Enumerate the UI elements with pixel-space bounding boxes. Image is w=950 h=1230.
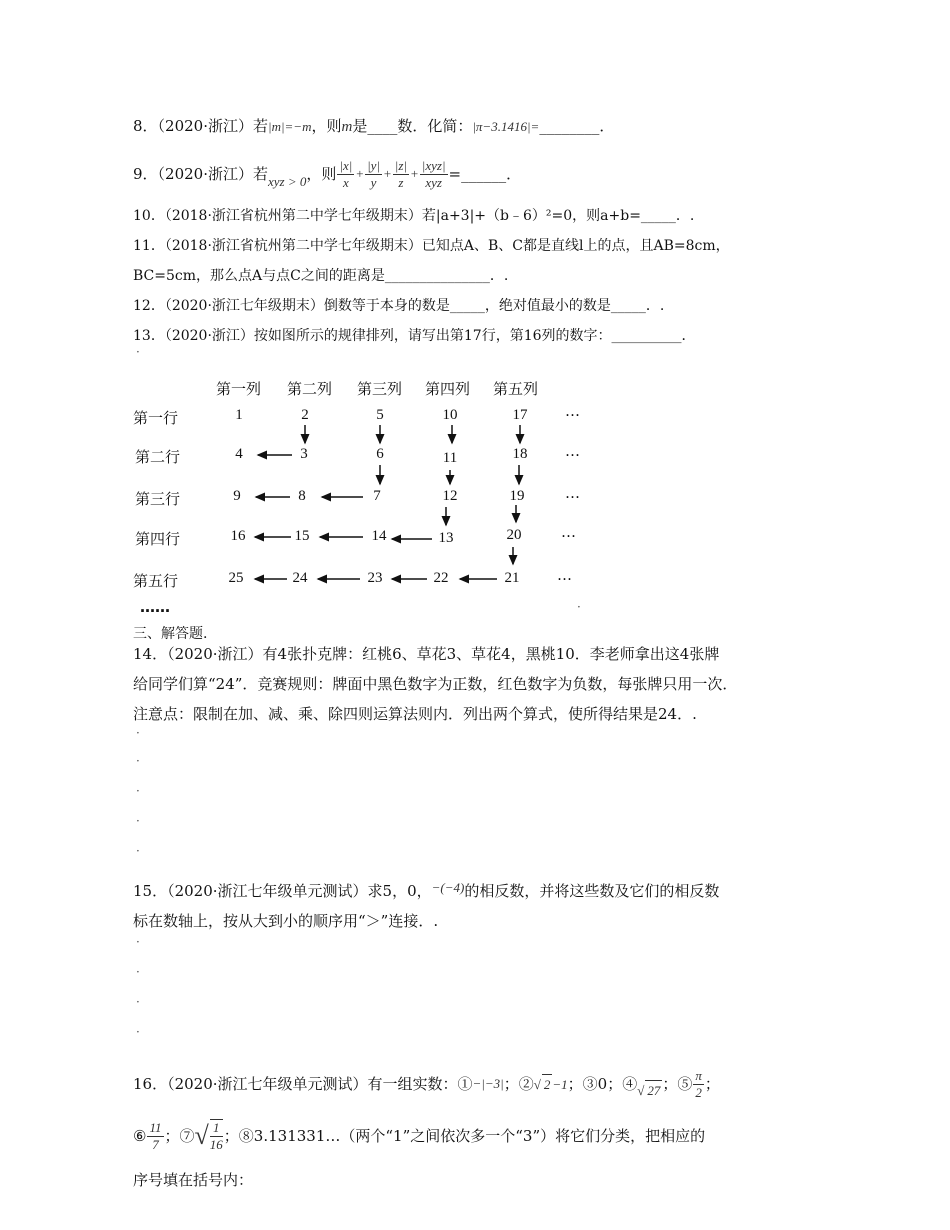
grid-number: 17	[512, 407, 528, 423]
grid-number: 25	[228, 570, 244, 586]
grid-number: 8	[298, 488, 306, 504]
math-sqrt-expression: √ 2 −1	[534, 1074, 568, 1095]
question-14-line2: 给同学们算“24”．竞赛规则：牌面中黑色数字为正数，红色数字为负数，每张牌只用一次．	[133, 675, 738, 693]
math-condition: |m|=−m	[268, 119, 312, 134]
dot-marker: ·	[577, 600, 581, 614]
section-heading: 三、解答题.	[133, 626, 208, 642]
ellipsis: …	[561, 523, 576, 541]
question-14-line3: 注意点：限制在加、减、乘、除四则运算法则内．列出两个算式，使所得结果是24．.	[133, 705, 697, 723]
question-16-line3: 序号填在括号内：	[133, 1171, 254, 1189]
question-9: 9．（2020·浙江）若 xyz > 0 ，则 $\frac{|x|}{x}$ + $\frac{|y|}{y}$ + $\frac{|z|}{z}$ + $\frac{\text{|xyz|}}{\text{xyz}}$ =______．	[133, 154, 521, 194]
dot-marker: ·	[136, 784, 140, 798]
ellipsis: …	[565, 402, 580, 420]
grid-number: 20	[506, 527, 522, 543]
dot-marker: ·	[136, 814, 140, 828]
grid-number: 4	[235, 446, 243, 462]
grid-number: 13	[438, 530, 454, 546]
grid-number: 21	[504, 570, 520, 586]
fraction-11-over-7: $\frac{11}{7}$	[149, 1119, 162, 1152]
dot-marker: ·	[136, 345, 140, 359]
math-sqrt-expression: √ 27	[637, 1080, 662, 1101]
more-rows-ellipsis: ……	[140, 598, 170, 616]
question-12: 12．（2020·浙江七年级期末）倒数等于本身的数是_____，绝对值最小的数是_____．.	[133, 298, 665, 314]
question-15-line2: 标在数轴上，按从大到小的顺序用“＞”连接．.	[133, 912, 439, 930]
col-header-4: 第四列	[425, 380, 471, 398]
row-header-2: 第二行	[135, 448, 181, 466]
grid-number: 15	[294, 528, 310, 544]
dot-marker: ·	[136, 1025, 140, 1039]
col-header-5: 第五列	[493, 380, 539, 398]
row-header-1: 第一行	[133, 409, 179, 427]
question-8: 8．（2020·浙江）若|m|=−m，则m是____数．化简：|π−3.1416|=________．	[133, 117, 615, 135]
question-16-line2: ⑥ $\frac{11}{7}$ ；⑦ √ $\frac{1}{16}$ ；⑧3.131331…（两个“1”之间依次多一个“3”）将它们分类，把相应的	[133, 1119, 706, 1152]
grid-number: 2	[301, 407, 309, 423]
dot-marker: ·	[136, 726, 140, 740]
grid-number: 1	[235, 407, 243, 423]
ellipsis: …	[565, 484, 580, 502]
fraction-xyz: $\frac{\text{|xyz|}}{\text{xyz}}$	[421, 157, 446, 190]
ellipsis: …	[565, 442, 580, 460]
grid-number: 10	[442, 407, 458, 423]
grid-number: 22	[433, 570, 449, 586]
dot-marker: ·	[136, 995, 140, 1009]
grid-number: 23	[367, 570, 383, 586]
grid-number: 16	[230, 528, 246, 544]
dot-marker: ·	[136, 935, 140, 949]
grid-number: 24	[292, 570, 308, 586]
col-header-1: 第一列	[216, 380, 262, 398]
row-header-5: 第五行	[133, 572, 179, 590]
question-16-line1: 16．（2020·浙江七年级单元测试）有一组实数：① −|−3| ；② √ 2 −1 ；③0；④ √ 27 ；⑤ $\frac{\pi}{2}$ ；	[133, 1067, 720, 1100]
grid-number: 11	[442, 450, 458, 466]
grid-number: 19	[509, 488, 525, 504]
grid-number: 14	[371, 528, 387, 544]
dot-marker: ·	[136, 754, 140, 768]
dot-marker: ·	[136, 844, 140, 858]
question-10: 10．（2018·浙江省杭州第二中学七年级期末）若|a+3|+（b﹣6）²=0，则a+b=_____．.	[133, 208, 695, 224]
grid-number: 5	[376, 407, 384, 423]
math-condition: xyz > 0	[268, 174, 307, 189]
question-11-line1: 11．（2018·浙江省杭州第二中学七年级期末）已知点A、B、C都是直线l上的点，且AB=8cm，	[133, 238, 730, 254]
fraction-y: $\frac{|y|}{y}$	[367, 157, 381, 190]
grid-number: 18	[512, 446, 528, 462]
fraction-pi-over-2: $\frac{\pi}{2}$	[695, 1067, 702, 1100]
col-header-2: 第二列	[287, 380, 333, 398]
grid-number: 3	[300, 446, 308, 462]
grid-number: 9	[233, 488, 241, 504]
row-header-3: 第三行	[135, 490, 181, 508]
question-13: 13．（2020·浙江）按如图所示的规律排列，请写出第17行，第16列的数字：__________．	[133, 328, 696, 344]
question-11-line2: BC=5cm，那么点A与点C之间的距离是_______________．.	[133, 268, 509, 284]
grid-number: 6	[376, 446, 384, 462]
fraction-z: $\frac{|z|}{z}$	[394, 157, 408, 190]
math-expression: |π−3.1416|=	[472, 119, 540, 134]
math-expression: −(−4)	[431, 880, 465, 895]
math-sqrt-fraction: √ $\frac{1}{16}$	[194, 1120, 223, 1152]
grid-number: 7	[373, 488, 381, 504]
math-expression: −|−3|	[472, 1076, 504, 1091]
fraction-x: $\frac{|x|}{x}$	[339, 157, 353, 190]
ellipsis: …	[557, 566, 572, 584]
grid-number: 12	[442, 488, 458, 504]
question-14-line1: 14．（2020·浙江）有4张扑克牌：红桃6、草花3、草花4，黑桃10．李老师拿出这4张牌	[133, 645, 720, 663]
dot-marker: ·	[136, 965, 140, 979]
row-header-4: 第四行	[135, 530, 181, 548]
question-15-line1: 15．（2020·浙江七年级单元测试）求5，0，−(−4)的相反数，并将这些数及它们的相反数	[133, 880, 720, 900]
col-header-3: 第三列	[357, 380, 403, 398]
